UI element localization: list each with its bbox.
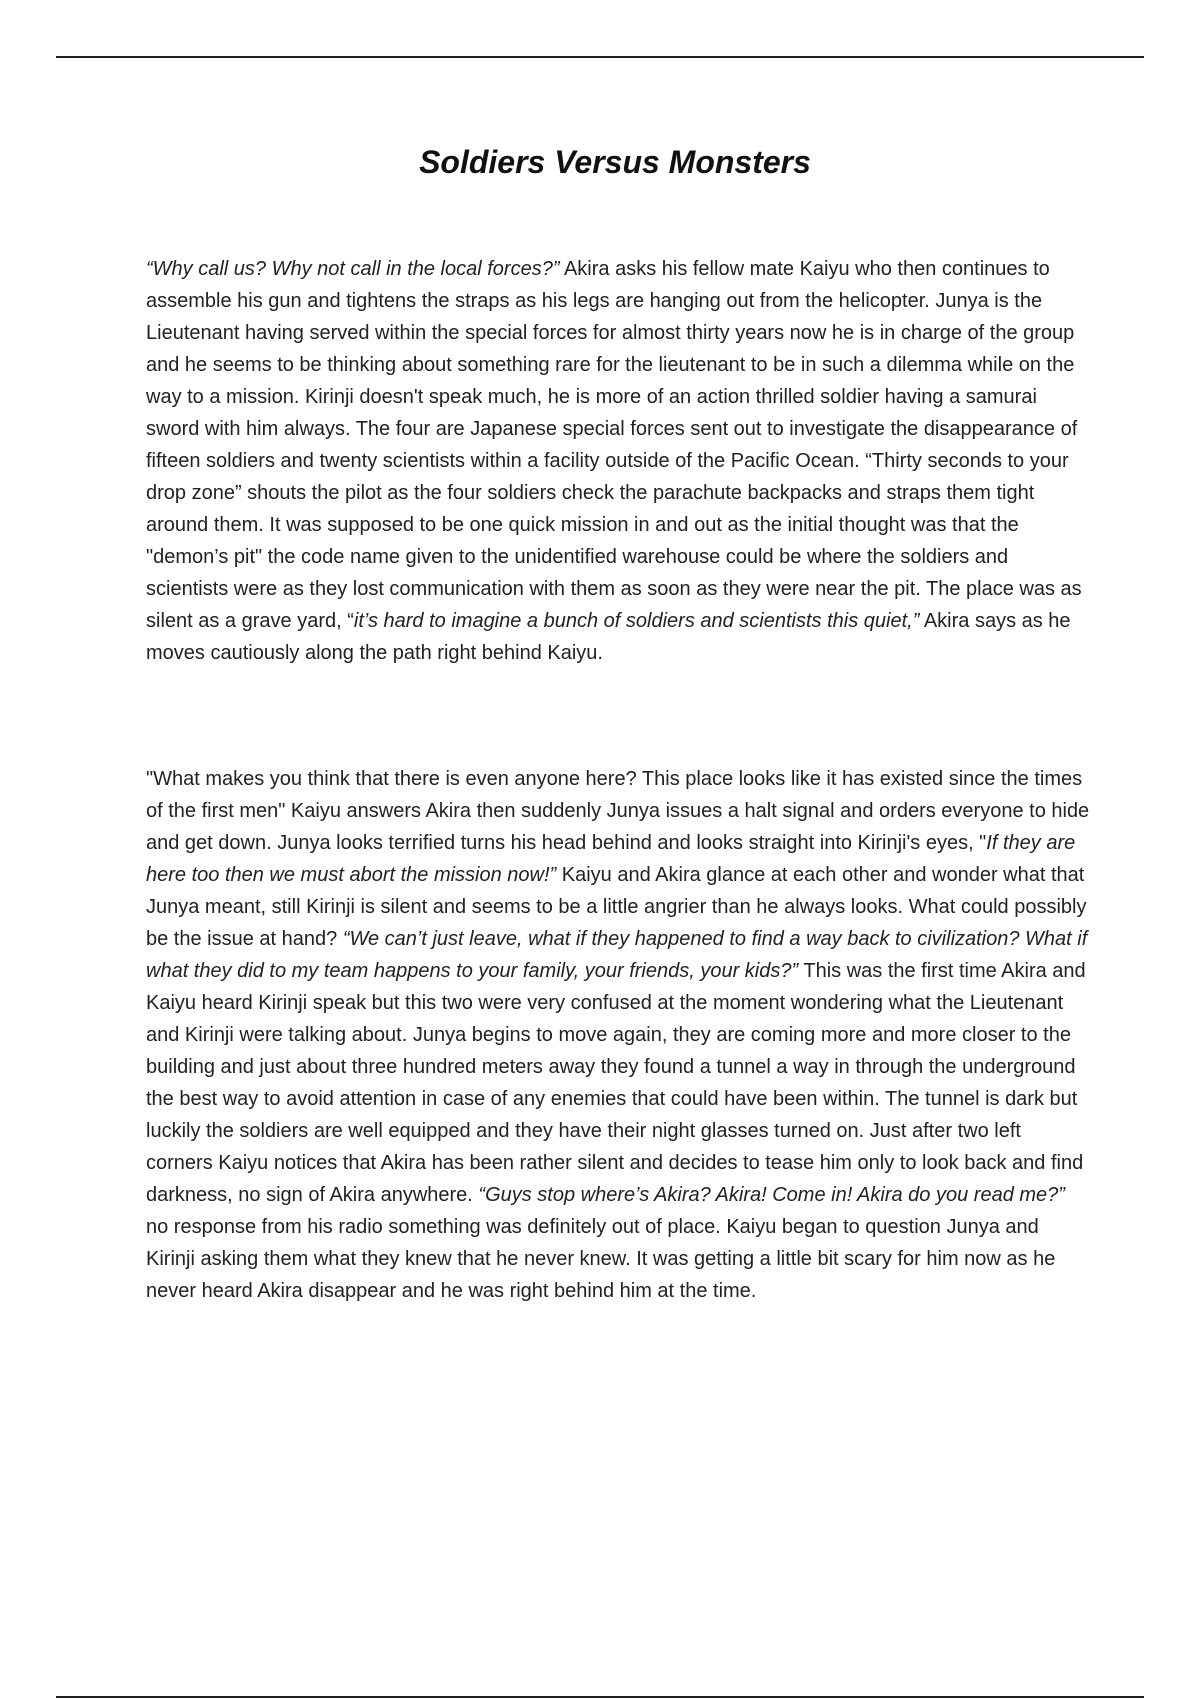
header-rule bbox=[56, 56, 1144, 58]
paragraph-1-segment: Akira asks his fellow mate Kaiyu who then continues to assemble his gun and tightens the straps as his legs are hanging out from the helicopter. Junya is the Lieutenant having served within the special forces for almost thirty years now he is in charge of the group and he seems to be thinking about something rare for the lieutenant to be in such a dilemma while on the way to a mission. Kirinji doesn't speak much, he is more of an action thrilled soldier having a samurai sword with him always. The four are Japanese special forces sent out to investigate the disappearance of fifteen soldiers and twenty scientists within a facility outside of the Pacific Ocean. “Thirty seconds to your drop zone” shouts the pilot as the four soldiers check the parachute backpacks and straps them tight around them. It was supposed to be one quick mission in and out as the initial thought was that the "demon’s pit" the code name given to the unidentified warehouse could be where the soldiers and scientists were as they lost communication with them as soon as they were near the pit. The place was as silent as a grave yard, “ bbox=[146, 258, 1082, 632]
paragraph-2-segment: If they are here too then we must abort the mission now!” bbox=[146, 832, 1076, 886]
paragraph-2-segment: "What makes you think that there is even anyone here? This place looks like it has existed since the times of the first men" Kaiyu answers Akira then suddenly Junya issues a halt signal and orders everyone to hide and get down. Junya looks terrified turns his head behind and looks straight into Kirinji's eyes, " bbox=[146, 768, 1090, 854]
paragraph-2-segment: no response from his radio something was definitely out of place. Kaiyu began to question Junya and Kirinji asking them what they knew that he never knew. It was getting a little bit scary for him now as he never heard Akira disappear and he was right behind him at the time. bbox=[146, 1216, 1056, 1302]
paragraph-2-segment: “Guys stop where’s Akira? Akira! Come in! Akira do you read me?” bbox=[478, 1184, 1065, 1206]
paragraph-2-segment: Kaiyu and Akira glance at each other and wonder what that Junya meant, still Kirinji is silent and seems to be a little angrier than he always looks. What could possibly be the issue at hand? bbox=[146, 864, 1087, 950]
paragraph-2-segment: “We can’t just leave, what if they happened to find a way back to civilization? What if what they did to my team happens to your family, your friends, your kids?” bbox=[146, 928, 1088, 982]
paragraph-2 bbox=[146, 763, 1090, 1307]
paragraph-1-segment: “Why call us? Why not call in the local forces?” bbox=[146, 258, 560, 280]
paragraph-1-segment: it’s hard to imagine a bunch of soldiers and scientists this quiet,” bbox=[353, 610, 920, 632]
footer-rule bbox=[56, 1696, 1144, 1698]
paragraph-1 bbox=[146, 253, 1090, 669]
document-title: Soldiers Versus Monsters bbox=[419, 144, 811, 180]
paragraph-1-segment: Akira says as he moves cautiously along the path right behind Kaiyu. bbox=[146, 610, 1071, 664]
paragraph-2-segment: This was the first time Akira and Kaiyu heard Kirinji speak but this two were very confused at the moment wondering what the Lieutenant and Kirinji were talking about. Junya begins to move again, they are coming more and more closer to the building and just about three hundred meters away they found a tunnel a way in through the underground the best way to avoid attention in case of any enemies that could have been within. The tunnel is dark but luckily the soldiers are well equipped and they have their night glasses turned on. Just after two left corners Kaiyu notices that Akira has been rather silent and decides to tease him only to look back and find darkness, no sign of Akira anywhere. bbox=[146, 960, 1086, 1206]
